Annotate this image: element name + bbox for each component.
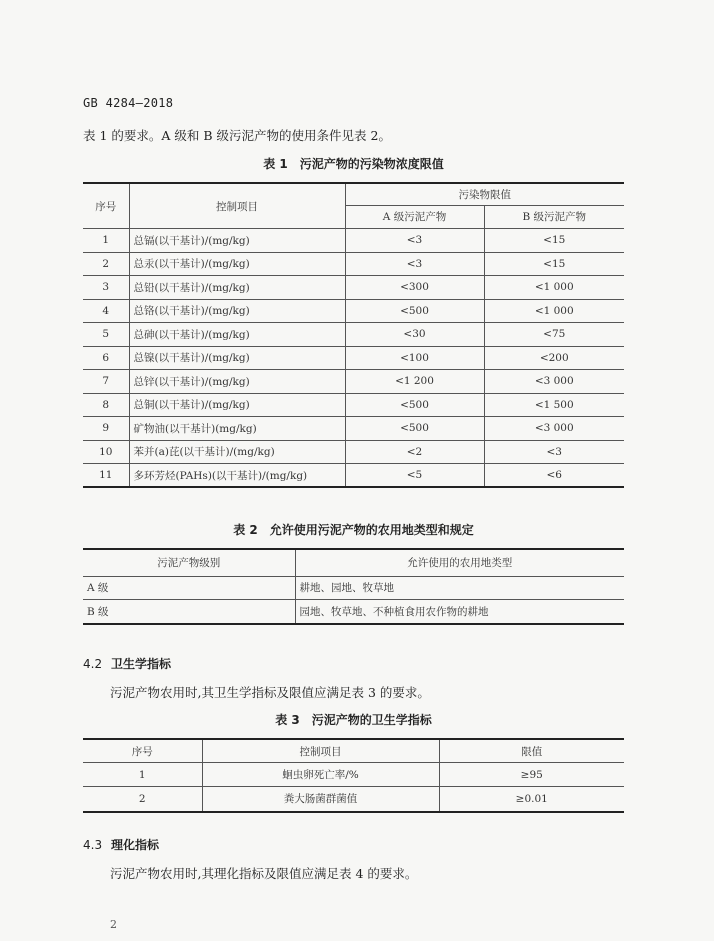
table-row — [83, 229, 624, 253]
table1-cell-grade-a: <3 — [345, 252, 484, 276]
table1-cell-seq: 6 — [83, 346, 129, 370]
table-row — [83, 323, 624, 347]
table-row — [83, 370, 624, 394]
table1-body — [83, 229, 624, 488]
table-row — [83, 346, 624, 370]
table1-cell-grade-b: <1 000 — [484, 276, 624, 300]
table1-cell-grade-b: <200 — [484, 346, 624, 370]
table3-cell-seq: 2 — [83, 787, 202, 812]
table2-header-grade: 污泥产物级别 — [83, 549, 295, 576]
table-row — [83, 440, 624, 464]
table1-caption: 表 1 污泥产物的污染物浓度限值 — [263, 157, 444, 171]
table1-cell-grade-a: <500 — [345, 299, 484, 323]
section-title: 卫生学指标 — [111, 657, 172, 671]
table3-header-limit: 限值 — [439, 739, 624, 763]
table1-cell-grade-b: <3 — [484, 440, 624, 464]
table3-cell-seq: 1 — [83, 763, 202, 787]
table1-cell-grade-a: <100 — [345, 346, 484, 370]
section-number: 4.3 — [83, 838, 103, 852]
table3-caption: 表 3 污泥产物的卫生学指标 — [275, 713, 432, 727]
table1-cell-grade-a: <30 — [345, 323, 484, 347]
table2-caption: 表 2 允许使用污泥产物的农用地类型和规定 — [233, 523, 474, 537]
section-title: 理化指标 — [111, 838, 160, 852]
table1-cell-item: 总铬(以干基计)/(mg/kg) — [129, 299, 345, 323]
table2 — [83, 548, 624, 625]
table3-header-item: 控制项目 — [202, 739, 439, 763]
table1-cell-item: 多环芳烃(PAHs)(以干基计)/(mg/kg) — [129, 464, 345, 488]
table1-cell-item: 苯并(a)芘(以干基计)/(mg/kg) — [129, 440, 345, 464]
table1-cell-grade-b: <75 — [484, 323, 624, 347]
table1-cell-seq: 5 — [83, 323, 129, 347]
table3 — [83, 738, 624, 813]
table3-header-seq: 序号 — [83, 739, 202, 763]
table1-cell-seq: 4 — [83, 299, 129, 323]
table1-header-item: 控制项目 — [129, 183, 345, 229]
table1-cell-item: 矿物油(以干基计)(mg/kg) — [129, 417, 345, 441]
table1-cell-grade-b: <15 — [484, 252, 624, 276]
table1-cell-seq: 9 — [83, 417, 129, 441]
table1-header-limit-group: 污染物限值 — [345, 183, 624, 205]
table1-cell-grade-b: <6 — [484, 464, 624, 488]
table-row — [83, 393, 624, 417]
page-number: 2 — [110, 918, 117, 931]
table1-header-seq: 序号 — [83, 183, 129, 229]
table1-cell-item: 总砷(以干基计)/(mg/kg) — [129, 323, 345, 347]
table1-cell-item: 总汞(以干基计)/(mg/kg) — [129, 252, 345, 276]
section-4-3-paragraph: 污泥产物农用时,其理化指标及限值应满足表 4 的要求。 — [110, 866, 418, 881]
table2-body — [83, 576, 624, 624]
table1-cell-grade-b: <3 000 — [484, 417, 624, 441]
section-4-2-heading — [83, 655, 171, 672]
table1-cell-grade-b: <15 — [484, 229, 624, 253]
table1 — [83, 182, 624, 488]
section-4-3-heading — [83, 836, 159, 853]
table3-cell-item: 蛔虫卵死亡率/% — [202, 763, 439, 787]
table1-cell-seq: 7 — [83, 370, 129, 394]
table1-cell-grade-b: <1 000 — [484, 299, 624, 323]
table3-body — [83, 763, 624, 812]
table3-cell-limit: ≥95 — [439, 763, 624, 787]
table1-cell-seq: 1 — [83, 229, 129, 253]
table1-cell-grade-a: <3 — [345, 229, 484, 253]
standard-code: GB 4284—2018 — [83, 96, 174, 110]
table1-cell-item: 总铜(以干基计)/(mg/kg) — [129, 393, 345, 417]
table-row — [83, 576, 624, 600]
table1-header-grade-a: A 级污泥产物 — [345, 205, 484, 229]
table2-header-land: 允许使用的农用地类型 — [295, 549, 624, 576]
table-row — [83, 252, 624, 276]
table-row — [83, 763, 624, 787]
table1-cell-grade-a: <1 200 — [345, 370, 484, 394]
table1-cell-grade-b: <1 500 — [484, 393, 624, 417]
section-4-2-paragraph: 污泥产物农用时,其卫生学指标及限值应满足表 3 的要求。 — [110, 685, 430, 700]
table2-cell-land: 耕地、园地、牧草地 — [295, 576, 624, 600]
table1-cell-seq: 2 — [83, 252, 129, 276]
table2-cell-grade: B 级 — [83, 600, 295, 624]
table2-cell-grade: A 级 — [83, 576, 295, 600]
table1-cell-grade-a: <300 — [345, 276, 484, 300]
table1-cell-grade-a: <500 — [345, 417, 484, 441]
table3-cell-item: 粪大肠菌群菌值 — [202, 787, 439, 812]
table-row — [83, 464, 624, 488]
table1-cell-item: 总镉(以干基计)/(mg/kg) — [129, 229, 345, 253]
table1-cell-item: 总镍(以干基计)/(mg/kg) — [129, 346, 345, 370]
table-row — [83, 299, 624, 323]
table1-cell-grade-a: <500 — [345, 393, 484, 417]
table-row — [83, 600, 624, 624]
table1-cell-seq: 11 — [83, 464, 129, 488]
table1-cell-seq: 10 — [83, 440, 129, 464]
table1-cell-item: 总锌(以干基计)/(mg/kg) — [129, 370, 345, 394]
table1-header-grade-b: B 级污泥产物 — [484, 205, 624, 229]
table1-cell-grade-b: <3 000 — [484, 370, 624, 394]
table3-cell-limit: ≥0.01 — [439, 787, 624, 812]
table-row — [83, 787, 624, 812]
table1-cell-seq: 8 — [83, 393, 129, 417]
table1-cell-grade-a: <5 — [345, 464, 484, 488]
table1-cell-seq: 3 — [83, 276, 129, 300]
section-number: 4.2 — [83, 657, 103, 671]
table-row — [83, 276, 624, 300]
table-row — [83, 417, 624, 441]
table1-cell-item: 总铅(以干基计)/(mg/kg) — [129, 276, 345, 300]
intro-paragraph: 表 1 的要求。A 级和 B 级污泥产物的使用条件见表 2。 — [83, 128, 391, 143]
table1-cell-grade-a: <2 — [345, 440, 484, 464]
table2-cell-land: 园地、牧草地、不种植食用农作物的耕地 — [295, 600, 624, 624]
